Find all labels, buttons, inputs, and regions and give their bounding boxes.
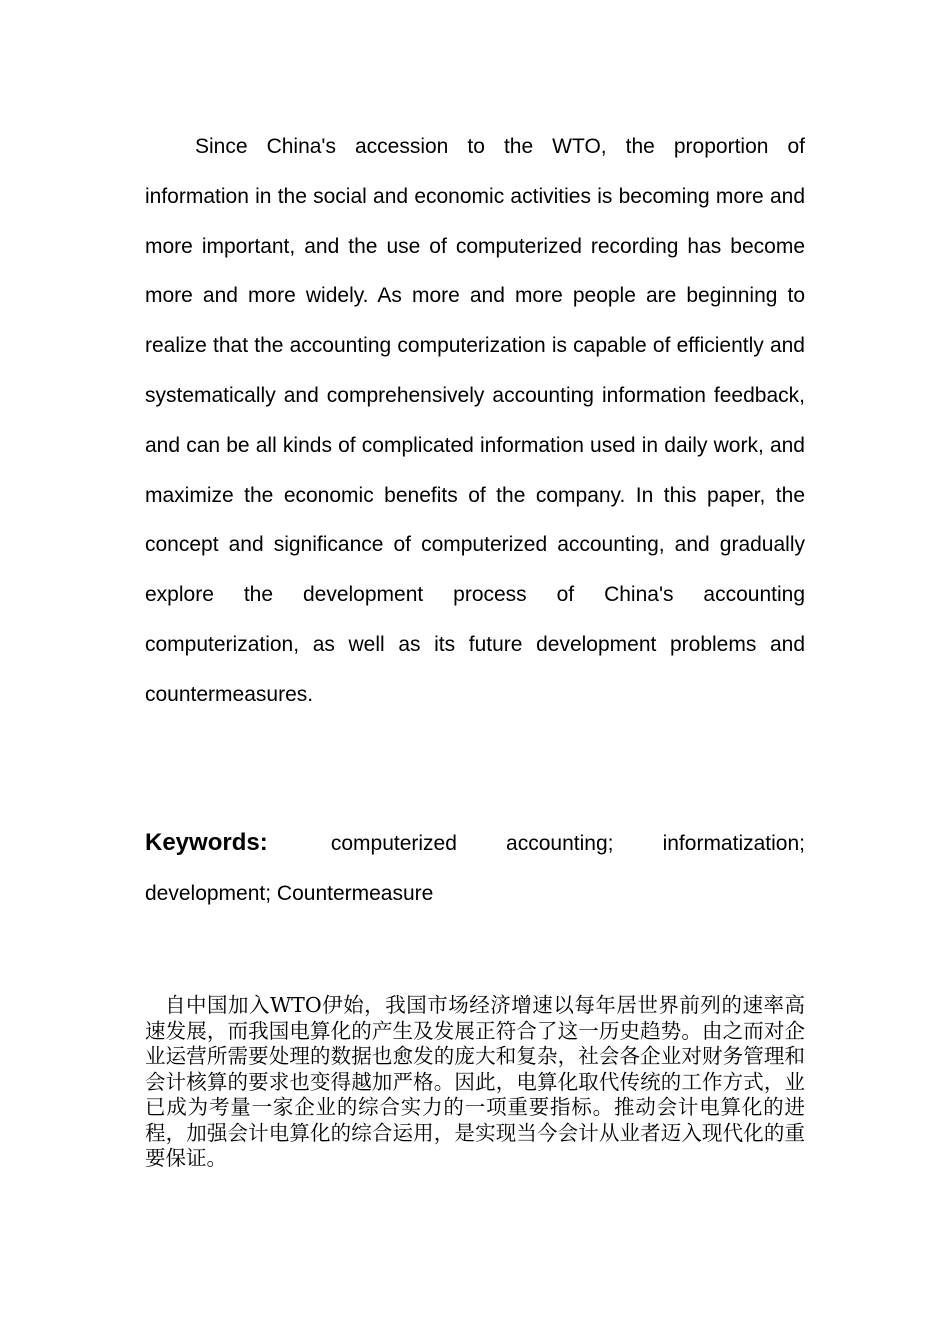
keywords-label: Keywords: — [145, 829, 268, 856]
keywords-line — [145, 818, 805, 918]
keywords-text: computerized accounting; informatization; development; Countermeasure — [145, 832, 805, 905]
english-abstract: Since China's accession to the WTO, the proportion of information in the social and economic activities is becoming more and more important, and the use of computerized recording has become more and more widely. As more and more people are beginning to realize that the accounting computerization is capable of efficiently and systematically and comprehensively accounting information feedback, and can be all kinds of complicated information used in daily work, and maximize the economic benefits of the company. In this paper, the concept and significance of computerized accounting, and gradually explore the development process of China's accounting computerization, as well as its future development problems and countermeasures. — [145, 135, 805, 706]
chinese-abstract: 自中国加入WTO伊始，我国市场经济增速以每年居世界前列的速率高速发展，而我国电算化的产生及发展正符合了这一历史趋势。由之而对企业运营所需要处理的数据也愈发的庞大和复杂，社会各企业对财务管理和会计核算的要求也变得越加严格。因此，电算化取代传统的工作方式，业已成为考量一家企业的综合实力的一项重要指标。推动会计电算化的进程，加强会计电算化的综合运用，是实现当今会计从业者迈入现代化的重要保证。 — [145, 993, 805, 1170]
